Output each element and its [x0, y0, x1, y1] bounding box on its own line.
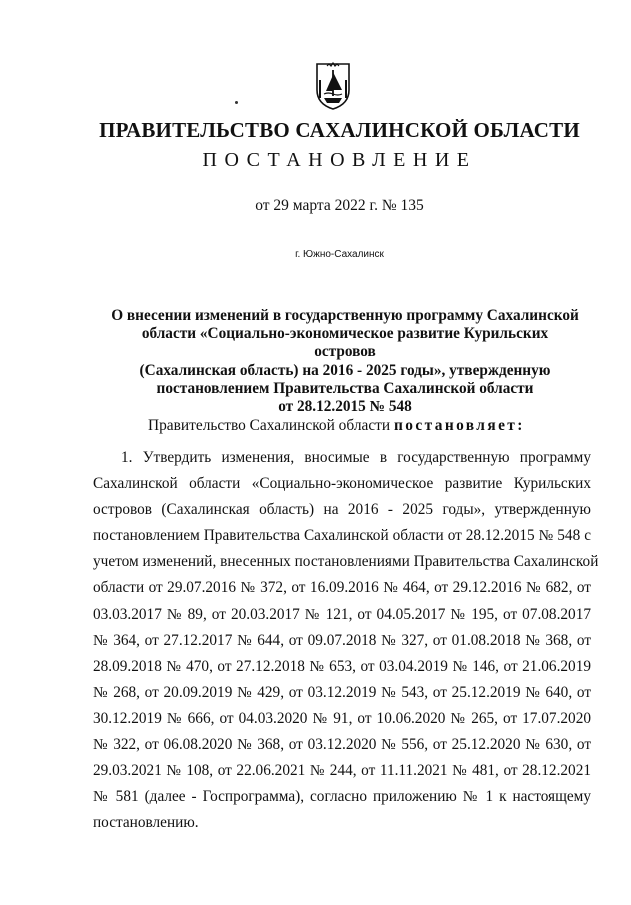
paragraph-line: островов (Сахалинская область) на 2016 - 2025 годы», утвержденную: [93, 501, 591, 519]
paragraph-line: Сахалинской области «Социально-экономическое развитие Курильских: [93, 475, 591, 493]
intro-prefix: Правительство Сахалинской области: [148, 417, 391, 434]
title-line: области «Социально-экономическое развитие Курильских островов: [141, 325, 549, 361]
paragraph-1: [93, 445, 599, 836]
title-line: О внесении изменений в государственную программу Сахалинской: [111, 307, 579, 324]
title-line: от 28.12.2015 № 548: [278, 398, 412, 416]
paragraph-line: № 322, от 06.08.2020 № 368, от 03.12.2020 № 556, от 25.12.2020 № 630, от: [93, 736, 591, 754]
paragraph-line: 30.12.2019 № 666, от 04.03.2020 № 91, от 10.06.2020 № 265, от 17.07.2020: [93, 709, 591, 727]
paragraph-line: 1. Утвердить изменения, вносимые в государственную программу: [121, 449, 591, 466]
paragraph-line: постановлению.: [93, 814, 199, 832]
paragraph-line: № 268, от 20.09.2019 № 429, от 03.12.2019 № 543, от 25.12.2019 № 640, от: [93, 683, 591, 701]
intro-verb: постановляет:: [393, 417, 525, 434]
coat-of-arms-emblem: [314, 60, 352, 110]
document-title: [110, 307, 580, 416]
paragraph-line: учетом изменений, внесенных постановлениями Правительства Сахалинской: [93, 553, 599, 571]
resolution-intro: [148, 417, 525, 435]
paragraph-line: № 581 (далее - Госпрограмма), согласно приложению № 1 к настоящему: [93, 788, 591, 806]
paragraph-line: 03.03.2017 № 89, от 20.03.2017 № 121, от 04.05.2017 № 195, от 07.08.2017: [93, 605, 591, 623]
paragraph-line: области от 29.07.2016 № 372, от 16.09.2016 № 464, от 29.12.2016 № 682, от: [93, 579, 591, 597]
paragraph-line: № 364, от 27.12.2017 № 644, от 09.07.2018 № 327, от 01.08.2018 № 368, от: [93, 631, 591, 649]
document-date-number: от 29 марта 2022 г. № 135: [255, 197, 424, 214]
document-type: ПОСТАНОВЛЕНИЕ: [202, 149, 477, 171]
government-name: ПРАВИТЕЛЬСТВО САХАЛИНСКОЙ ОБЛАСТИ: [99, 118, 580, 142]
document-city: г. Южно-Сахалинск: [295, 249, 384, 260]
paragraph-line: 29.03.2021 № 108, от 22.06.2021 № 244, от 11.11.2021 № 481, от 28.12.2021: [93, 762, 591, 780]
paragraph-line: постановлением Правительства Сахалинской области от 28.12.2015 № 548 с: [93, 527, 591, 545]
title-line: постановлением Правительства Сахалинской области: [156, 379, 534, 397]
title-line: (Сахалинская область) на 2016 - 2025 годы», утвержденную: [139, 361, 551, 379]
scan-speck: [235, 101, 238, 104]
paragraph-line: 28.09.2018 № 470, от 27.12.2018 № 653, от 03.04.2019 № 146, от 21.06.2019: [93, 657, 591, 675]
